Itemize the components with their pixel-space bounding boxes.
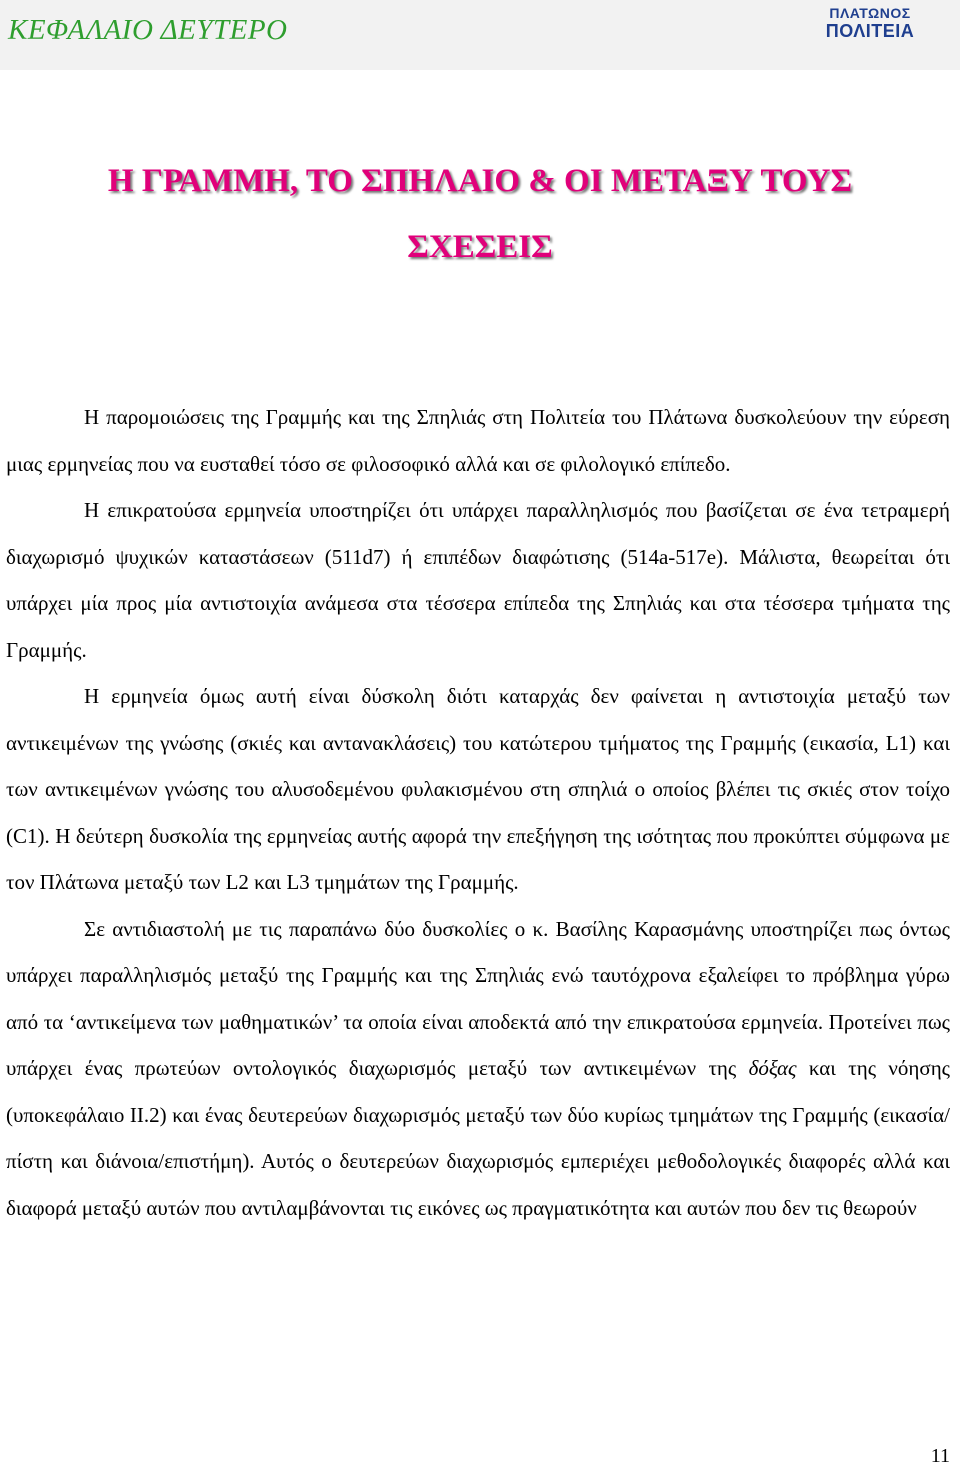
- logo-line-2: ΠΟΛΙΤΕΙΑ: [825, 21, 915, 41]
- paragraph-2: Η επικρατούσα ερμηνεία υποστηρίζει ότι υπάρχει παραλληλισμός που βασίζεται σε ένα τετραμερή διαχωρισμό ψυχικών καταστάσεων (511d7) ή επιπέδων διαφώτισης (514a-517e). Μάλιστα, θεωρείται ότι υπάρχει μία προς μία αντιστοιχία ανάμεσα στα τέσσερα επίπεδα της Σπηλιάς και στα τέσσερα τμήματα της Γραμμής.: [6, 498, 950, 662]
- paragraph-4-part-2: και της νόησης (υποκεφάλαιο ΙΙ.2) και ένας δευτερεύων διαχωρισμός μεταξύ των δύο κυρίως τμημάτων της Γραμμής (εικασία/πίστη και διάνοια/επιστήμη). Αυτός ο δευτερεύων διαχωρισμός εμπεριέχει μεθοδολογικές διαφορές αλλά και διαφορά μεταξύ αυτών που αντιλαμβάνονται τις εικόνες ως πραγματικότητα και αυτών που δεν τις θεωρούν: [6, 1056, 950, 1220]
- page-number: 11: [930, 1445, 950, 1467]
- body-text: [6, 394, 950, 1231]
- chapter-label: ΚΕΦΑΛΑΙΟ ΔΕΥΤΕΡΟ: [8, 14, 288, 46]
- paragraph-3: Η ερμηνεία όμως αυτή είναι δύσκολη διότι καταρχάς δεν φαίνεται η αντιστοιχία μεταξύ των αντικειμένων της γνώσης (σκιές και αντανακλάσεις) του κατώτερου τμήματος της Γραμμής (εικασία, L1) και των αντικειμένων γνώσης του αλυσοδεμένου φυλακισμένου στη σπηλιά ο οποίος βλέπει τις σκιές στον τοίχο (C1). Η δεύτερη δυσκολία της ερμηνείας αυτής αφορά την επεξήγηση της ισότητας που προκύπτει σύμφωνα με τον Πλάτωνα μεταξύ των L2 και L3 τμημάτων της Γραμμής.: [6, 684, 950, 894]
- platonos-politeia-logo: [822, 6, 918, 44]
- page-header: [0, 0, 960, 70]
- section-title-line-1: Η ΓΡΑΜΜΗ, ΤΟ ΣΠΗΛΑΙΟ & ΟΙ ΜΕΤΑΞΥ ΤΟΥΣ: [107, 163, 853, 199]
- logo-line-1: ΠΛΑΤΩΝΟΣ: [829, 5, 911, 21]
- section-title-line-2: ΣΧΕΣΕΙΣ: [407, 229, 553, 265]
- paragraph-4-emphasis: δόξας: [748, 1056, 797, 1080]
- section-title: [60, 148, 900, 280]
- paragraph-4: [6, 906, 950, 1232]
- paragraph-1: Η παρομοιώσεις της Γραμμής και της Σπηλιάς στη Πολιτεία του Πλάτωνα δυσκολεύουν την εύρεση μιας ερμηνείας που να ευσταθεί τόσο σε φιλοσοφικό αλλά και σε φιλολογικό επίπεδο.: [6, 405, 950, 476]
- paragraph-4-part-1: Σε αντιδιαστολή με τις παραπάνω δύο δυσκολίες ο κ. Βασίλης Καρασμάνης υποστηρίζει πως όντως υπάρχει παραλληλισμός μεταξύ της Γραμμής και της Σπηλιάς ενώ ταυτόχρονα εξαλείφει το πρόβλημα γύρω από τα ‘αντικείμενα των μαθηματικών’ τα οποία είναι αποδεκτά από την επικρατούσα ερμηνεία. Προτείνει πως υπάρχει ένας πρωτεύων οντολογικός διαχωρισμός μεταξύ των αντικειμένων της: [6, 916, 950, 1080]
